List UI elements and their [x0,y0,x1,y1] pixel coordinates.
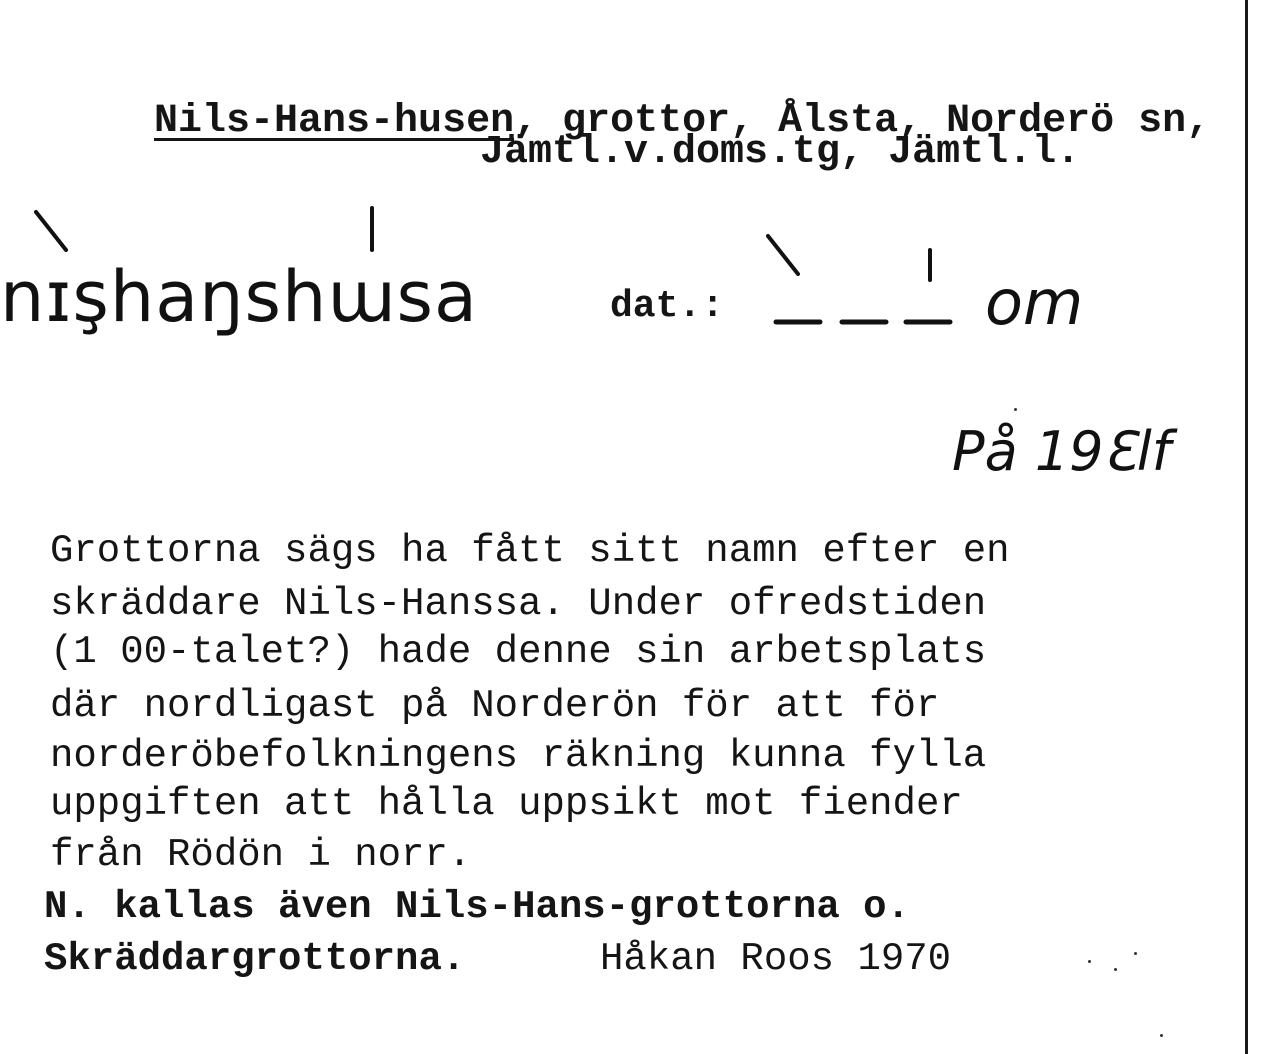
dative-form: om [985,266,1084,339]
scan-speck [1160,1034,1163,1037]
phonetic-form: nɪşhaŋshɯsa [0,256,478,338]
body-line: (1 00-talet?) hade denne sin arbetsplats [50,630,987,674]
signature: Håkan Roos 1970 [600,937,952,981]
body-line: uppgiften att hålla uppsikt mot fiender [50,782,963,826]
dative-label: dat.: [610,285,725,328]
header-line-2: Jämtl.v.doms.tg, Jämtl.l. [480,130,1081,175]
body-line: Grottorna sägs ha fått sitt namn efter en [50,529,1010,573]
scan-speck [1134,952,1137,955]
header-location: , grottor, Ålsta, Norderö sn, [514,99,1211,144]
scan-speck [1088,960,1091,963]
body-line: N. kallas även Nils-Hans-grottorna o. [44,885,910,929]
handwritten-reference: På 19ℇlf [952,420,1171,483]
body-line: där nordligast på Norderön för att för [50,684,940,728]
scan-speck [1014,408,1017,411]
body-line: från Rödön i norr. [50,833,472,877]
body-line: norderöbefolkningens räkning kunna fylla [50,734,987,778]
headword: Nils-Hans-husen [154,99,515,144]
scan-speck [1114,968,1117,971]
body-line: skräddare Nils-Hanssa. Under ofredstiden [50,582,987,626]
body-line: Skräddargrottorna. [44,937,466,981]
